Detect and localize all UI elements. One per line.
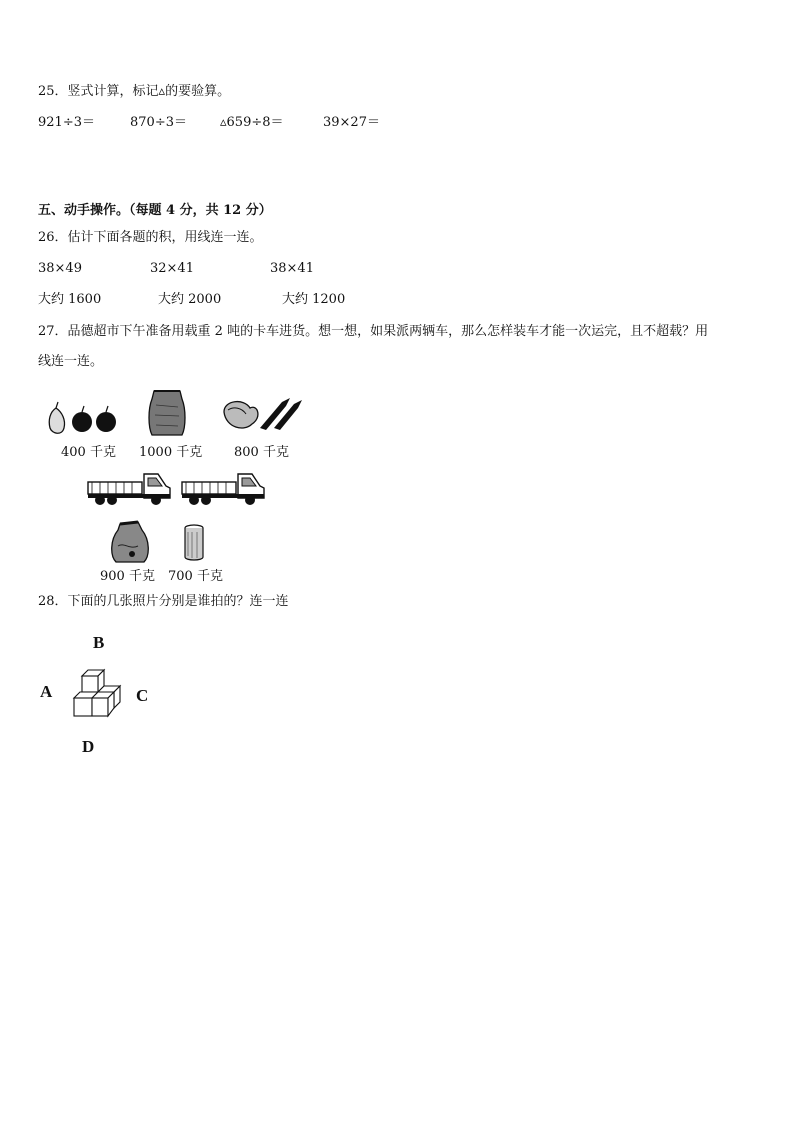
q28-title: 28．下面的几张照片分别是谁拍的？连一连 xyxy=(38,594,289,609)
q27-text-line-1: 27．品德超市下午准备用载重 2 吨的卡车进货。想一想，如果派两辆车，那么怎样装车才能一次运完，且不超载？用 xyxy=(38,324,709,339)
fruit-icon xyxy=(44,398,120,438)
q26-estimate-2: 大约 2000 xyxy=(158,292,222,307)
view-label-d: D xyxy=(82,737,95,756)
q26-expression-3: 38×41 xyxy=(270,261,314,276)
cube-stack-figure xyxy=(70,668,120,722)
view-label-a: A xyxy=(40,682,53,701)
q26-title: 26．估计下面各题的积，用线连一连。 xyxy=(38,230,263,245)
view-label-b: B xyxy=(93,633,105,652)
q27-text-line-2: 线连一连。 xyxy=(38,354,104,369)
truck-icon xyxy=(86,470,172,506)
q25-item-4: 39×27＝ xyxy=(323,115,380,130)
q26-estimate-3: 大约 1200 xyxy=(282,292,346,307)
view-label-c: C xyxy=(136,686,149,705)
goods-label-fruit: 400 千克 xyxy=(61,445,116,460)
bag-icon xyxy=(108,520,152,564)
q25-item-1: 921÷3＝ xyxy=(38,115,95,130)
sack-icon xyxy=(146,385,188,437)
q25-title: 25．竖式计算，标记▵的要验算。 xyxy=(38,84,231,99)
q25-item-2: 870÷3＝ xyxy=(130,115,187,130)
goods-label-vegetables: 800 千克 xyxy=(234,445,289,460)
barrel-icon xyxy=(183,524,205,562)
goods-label-sack: 1000 千克 xyxy=(139,445,203,460)
truck-icon xyxy=(180,470,266,506)
goods-label-bag: 900 千克 xyxy=(100,569,155,584)
goods-label-barrel: 700 千克 xyxy=(168,569,223,584)
q25-item-3: ▵659÷8＝ xyxy=(220,115,284,130)
q26-expression-1: 38×49 xyxy=(38,261,82,276)
q26-expression-2: 32×41 xyxy=(150,261,194,276)
vegetables-icon xyxy=(220,394,304,432)
q26-estimate-1: 大约 1600 xyxy=(38,292,102,307)
section-heading: 五、动手操作。（每题 4 分，共 12 分） xyxy=(38,203,272,218)
